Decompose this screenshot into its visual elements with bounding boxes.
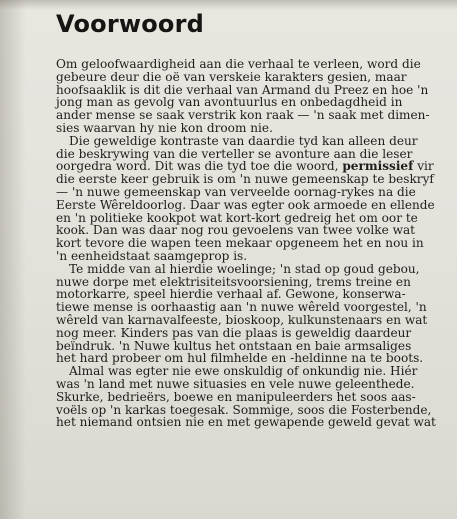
text-segment: beïndruk. 'n Nuwe kultus het ontstaan en baie armsaliges xyxy=(56,338,412,353)
text-segment: was 'n land met nuwe situasies en vele nuwe geleenthede. xyxy=(56,376,415,391)
text-segment: hoofsaaklik is dit die verhaal van Armand du Preez en hoe 'n xyxy=(56,82,429,97)
text-segment: het niemand ontsien nie en met gewapende geweld gevat wat xyxy=(56,415,436,430)
text-line xyxy=(56,416,448,429)
text-segment: kook. Dan was daar nog rou gevoelens van twee volke wat xyxy=(56,223,416,238)
text-segment: en 'n politieke kookpot wat kort-kort gedreig het om oor te xyxy=(56,210,418,225)
text-segment: nog meer. Kinders pas van die plaas is geweldig daardeur xyxy=(56,325,412,340)
text-segment: kort tevore die wapen teen mekaar opgeneem het en nou in xyxy=(56,236,424,251)
text-segment: wêreld van karnavalfeeste, bioskoop, kulkunstenaars en wat xyxy=(56,312,428,327)
text-segment: 'n eenheidstaat saamgeprop is. xyxy=(56,248,248,263)
text-segment: tiewe mense is oorhaastig aan 'n nuwe wêreld voorgestel, 'n xyxy=(56,300,427,315)
text-segment: ander mense se saak verstrik kon raak — 'n saak met dimen- xyxy=(56,108,430,123)
text-segment: voëls op 'n karkas toegesak. Sommige, soos die Fosterbende, xyxy=(56,402,432,417)
foreword-text xyxy=(56,58,448,429)
text-segment: sies waarvan hy nie kon droom nie. xyxy=(56,120,273,135)
text-segment: die beskrywing van die verteller se avonture aan die leser xyxy=(56,146,413,161)
text-segment: Eerste Wêreldoorlog. Daar was egter ook armoede en ellende xyxy=(56,197,435,212)
text-segment: gebeure deur die oë van verskeie karakters gesien, maar xyxy=(56,69,407,84)
spine-shadow xyxy=(0,0,26,519)
text-segment: nuwe dorpe met elektrisiteitsvoorsiening, trems treine en xyxy=(56,274,411,289)
bold-term: permissief xyxy=(342,159,414,174)
text-segment: die eerste keer gebruik is om 'n nuwe gemeenskap te beskryf xyxy=(56,172,434,187)
text-segment: Om geloofwaardigheid aan die verhaal te verleen, word die xyxy=(56,57,421,71)
text-segment: Almal was egter nie ewe onskuldig of onkundig nie. Hiér xyxy=(69,364,418,379)
text-segment: vir xyxy=(413,159,434,174)
text-segment: jong man as gevolg van avontuurlus en onbedagdheid in xyxy=(56,95,403,110)
page-title: Voorwoord xyxy=(56,10,205,38)
text-segment: oorgedra word. Dit was die tyd toe die woord, xyxy=(56,159,343,174)
text-segment: Skurke, bedrieërs, boewe en manipuleerders het soos aas- xyxy=(56,389,416,404)
text-segment: het hard probeer om hul filmhelde en -heldinne na te boots. xyxy=(56,351,424,366)
text-segment: motorkarre, speel hierdie verhaal af. Gewone, konserwa- xyxy=(56,287,406,302)
top-shadow xyxy=(0,0,457,10)
text-segment: — 'n nuwe gemeenskap van verveelde oornag-rykes na die xyxy=(56,184,416,199)
text-segment: Die geweldige kontraste van daardie tyd kan alleen deur xyxy=(69,133,418,148)
text-segment: Te midde van al hierdie woelinge; 'n stad op goud gebou, xyxy=(69,261,420,276)
